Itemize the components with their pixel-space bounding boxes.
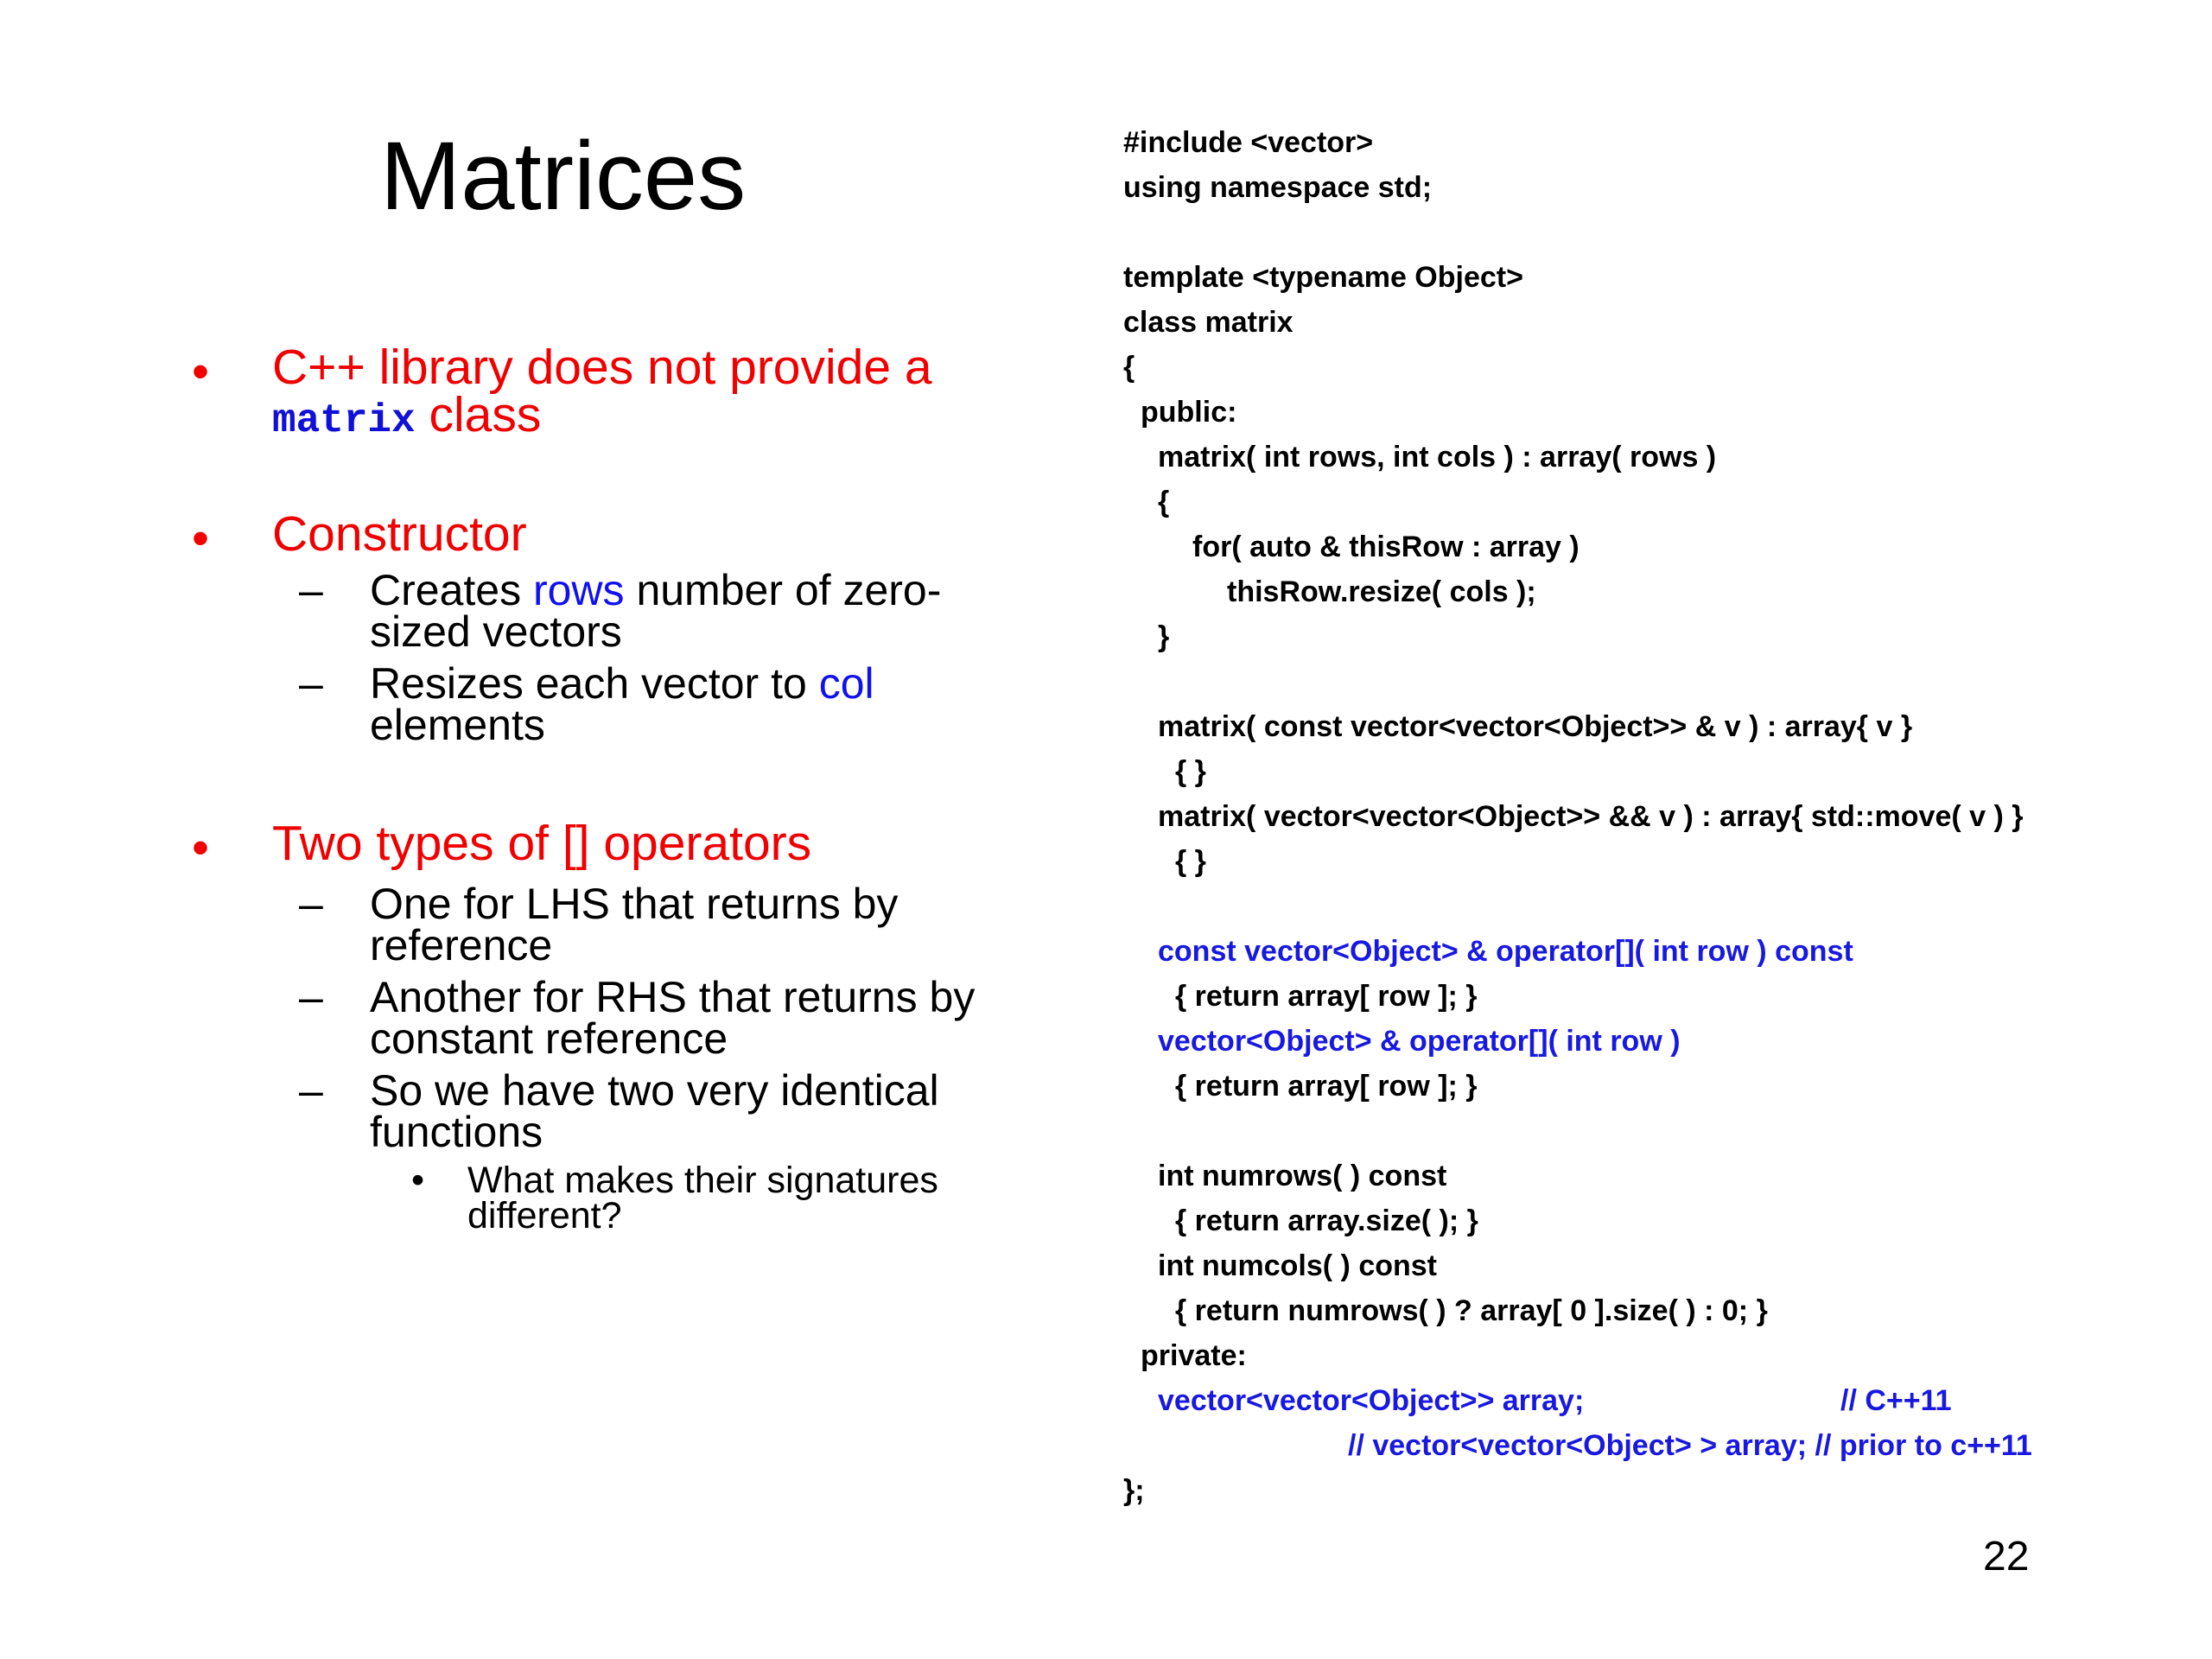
code-line: int numrows( ) const: [1158, 1160, 1447, 1192]
text-segment: Resizes each vector to: [370, 659, 819, 708]
code-line: { return numrows( ) ? array[ 0 ].size( ) : 0; }: [1175, 1294, 1768, 1327]
code-line: { return array[ row ]; }: [1175, 980, 1478, 1013]
sub-bullet-identical-line1: So we have two very identical: [370, 1066, 939, 1115]
sub-sub-bullet-marker: •: [411, 1160, 425, 1201]
sub-bullet-marker: –: [299, 880, 323, 928]
code-line-highlighted: vector<vector<Object>> array;: [1158, 1384, 1585, 1417]
slide-title: Matrices: [380, 122, 747, 230]
matrix-code-word: matrix: [272, 398, 416, 443]
sub-bullet-resizes-line1: [370, 659, 874, 708]
code-line: matrix( const vector<vector<Object>> & v ) : array{ v }: [1158, 710, 1913, 743]
code-line: matrix( vector<vector<Object>> && v ) : array{ std::move( v ) }: [1158, 800, 2024, 833]
sub-bullet-resizes-line2: elements: [370, 701, 545, 749]
bullet-list: [0, 0, 1037, 1659]
code-line: { }: [1175, 845, 1206, 878]
sub-bullet-creates-rows-line1: [370, 566, 942, 614]
code-line: public:: [1141, 396, 1237, 429]
code-comment: // vector<vector<Object> > array; // prior to c++11: [1348, 1429, 2032, 1462]
sub-bullet-creates-rows-line2: sized vectors: [370, 607, 622, 656]
code-line: { }: [1175, 755, 1206, 788]
sub-bullet-marker: –: [299, 1066, 323, 1115]
code-line: template <typename Object>: [1123, 261, 1523, 294]
bullet-marker: •: [192, 344, 209, 399]
code-line: using namespace std;: [1123, 171, 1433, 204]
sub-bullet-marker: –: [299, 659, 323, 708]
sub-bullet-rhs-line1: Another for RHS that returns by: [370, 973, 976, 1021]
col-highlight: col: [818, 659, 874, 708]
code-line: {: [1123, 351, 1135, 384]
bullet-no-matrix-line1: C++ library does not provide a: [272, 340, 932, 395]
code-comment: // C++11: [1840, 1384, 1952, 1417]
sub-sub-bullet-signatures-line2: different?: [467, 1195, 622, 1236]
code-line: { return array[ row ]; }: [1175, 1070, 1478, 1103]
sub-bullet-identical-line2: functions: [370, 1108, 543, 1156]
code-line: };: [1123, 1474, 1145, 1507]
class-word: class: [415, 387, 542, 442]
sub-bullet-lhs-line1: One for LHS that returns by: [370, 880, 899, 928]
text-segment: Creates: [370, 566, 533, 614]
sub-sub-bullet-signatures-line1: What makes their signatures: [467, 1160, 938, 1201]
code-line: class matrix: [1123, 306, 1294, 339]
code-line: for( auto & thisRow : array ): [1192, 531, 1580, 563]
code-line-highlighted: const vector<Object> & operator[]( int row ) const: [1158, 935, 1853, 968]
text-segment: number of zero-: [624, 566, 942, 614]
code-line: { return array.size( ); }: [1175, 1205, 1478, 1237]
bullet-marker: •: [192, 820, 209, 875]
code-line: matrix( int rows, int cols ) : array( rows ): [1158, 441, 1717, 474]
sub-bullet-lhs-line2: reference: [370, 921, 553, 969]
code-line: private:: [1141, 1339, 1247, 1372]
bullet-no-matrix-line2: [272, 387, 542, 443]
code-line: {: [1158, 486, 1170, 518]
bullet-two-operators: Two types of [] operators: [272, 816, 812, 871]
code-line-highlighted: vector<Object> & operator[]( int row ): [1158, 1025, 1681, 1058]
code-line: }: [1158, 620, 1170, 653]
sub-bullet-marker: –: [299, 973, 323, 1021]
bullet-marker: •: [192, 511, 209, 566]
code-line: thisRow.resize( cols );: [1227, 575, 1536, 608]
code-line: #include <vector>: [1123, 126, 1374, 159]
code-line: int numcols( ) const: [1158, 1249, 1437, 1282]
rows-highlight: rows: [532, 566, 625, 614]
sub-bullet-marker: –: [299, 566, 323, 614]
sub-bullet-rhs-line2: constant reference: [370, 1014, 728, 1063]
bullet-constructor: Constructor: [272, 506, 527, 562]
page-number: 22: [1983, 1534, 2030, 1580]
